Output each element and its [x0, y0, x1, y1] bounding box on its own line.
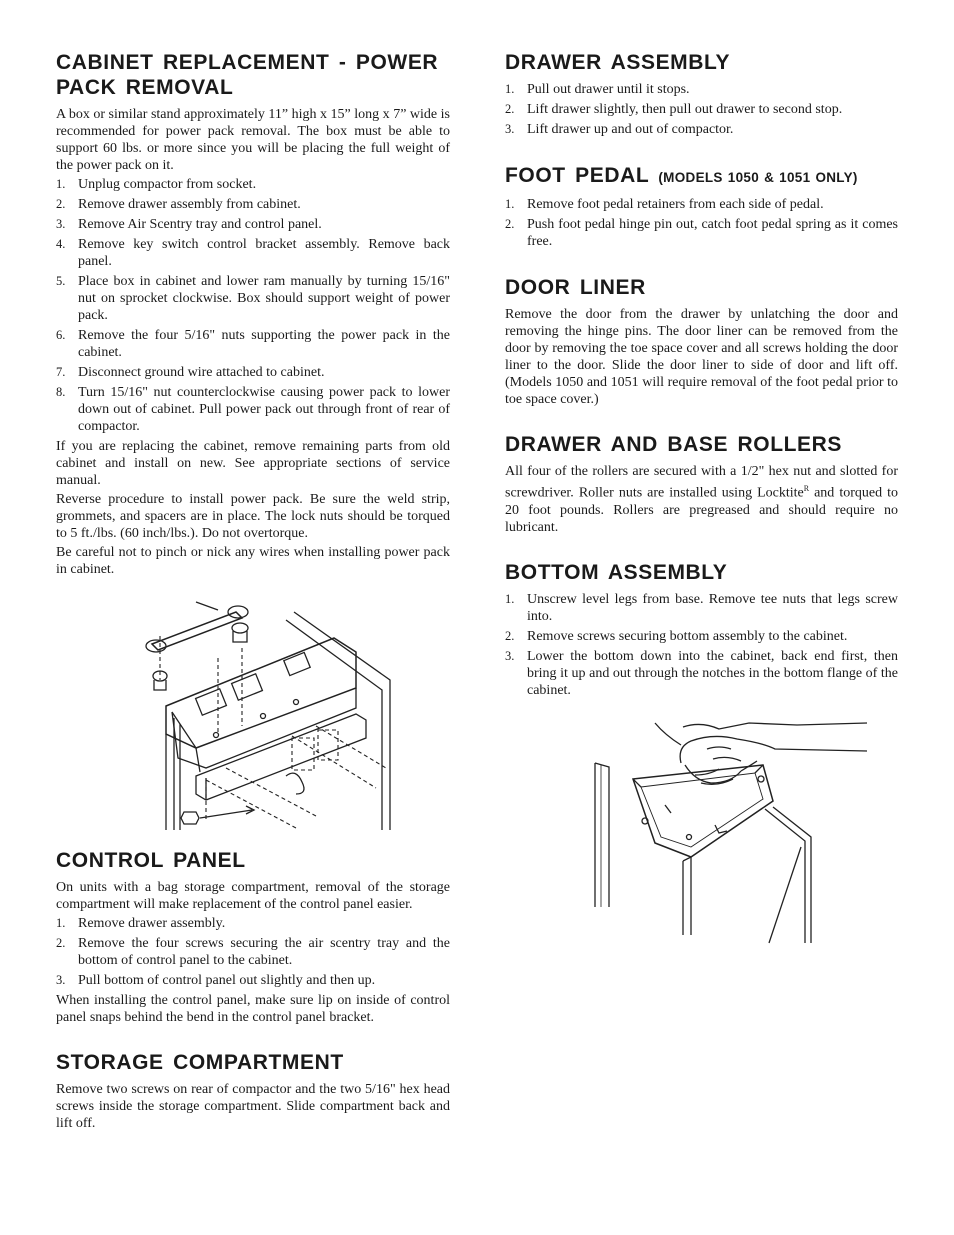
list-item: 7. Disconnect ground wire attached to cabinet. — [56, 365, 325, 380]
list-item: 5. Place box in cabinet and lower ram manually by turning 15/16" nut on sprocket clockwise. Box should support weight of power pack. — [56, 274, 450, 323]
paragraph: Remove two screws on rear of compactor and the two 5/16" hex head screws inside the storage compartment. Slide compartment back and lift off. — [56, 1082, 450, 1131]
list-item: 2. Remove drawer assembly from cabinet. — [56, 197, 301, 212]
step-list — [505, 591, 898, 699]
left-column — [56, 50, 450, 1134]
list-item: 3. Pull bottom of control panel out slightly and then up. — [56, 973, 376, 988]
list-item: 2. Remove screws securing bottom assembly to the cabinet. — [505, 628, 848, 644]
control-panel-section — [56, 848, 450, 1026]
paragraph: If you are replacing the cabinet, remove remaining parts from old cabinet and install on new. See appropriate sections of service manual. — [56, 439, 450, 488]
list-item: 1. Unplug compactor from socket. — [56, 177, 257, 192]
list-item: 2. Remove the four screws securing the air scentry tray and the bottom of control panel to the cabinet. — [56, 936, 450, 968]
right-column — [505, 50, 898, 946]
intro-paragraph: A box or similar stand approximately 11” high x 15” long x 7” wide is recommended for power pack removal. The box must be able to support 60 lbs. or more since you will be placing the full weight of the power pack on it. — [56, 107, 450, 173]
step-list — [56, 915, 450, 989]
foot-pedal-section — [505, 163, 898, 250]
power-pack-illustration — [56, 598, 450, 830]
paragraph: Be careful not to pinch or nick any wires when installing power pack in cabinet. — [56, 545, 450, 577]
step-list — [505, 81, 898, 138]
step-list — [56, 176, 450, 435]
paragraph: Remove the door from the drawer by unlatching the door and removing the hinge pins. The door liner can be removed from the door by removing the toe space cover and all screws holding the door liner to the door. Slide the door liner to side of door and lift off. (Models 1050 and 1051 will require removal of the foot pedal prior to toe space cover.) — [505, 307, 898, 407]
door-liner-section — [505, 275, 898, 408]
foot-pedal-title: FOOT PEDAL — [505, 164, 649, 187]
list-item: 1. Unscrew level legs from base. Remove tee nuts that legs screw into. — [505, 591, 898, 624]
paragraph: All four of the rollers are secured with a 1/2" hex nut and slotted for screwdriver. Roller nuts are installed using Locktite$^R$ and torqued to 20 foot pounds. Rollers are pregreased and should require no lubricant. — [505, 464, 898, 535]
list-item: 3. Lift drawer up and out of compactor. — [505, 122, 734, 137]
list-item: 1. Pull out drawer until it stops. — [505, 82, 690, 97]
list-item: 4. Remove key switch control bracket assembly. Remove back panel. — [56, 237, 450, 269]
list-item: 1. Remove drawer assembly. — [56, 916, 226, 931]
section-title: STORAGE COMPARTMENT — [56, 1051, 344, 1074]
list-item: 2. Push foot pedal hinge pin out, catch foot pedal spring as it comes free. — [505, 217, 898, 249]
storage-compartment-section — [56, 1050, 450, 1132]
bottom-assembly-illustration — [505, 721, 898, 946]
drawer-assembly-section — [505, 50, 898, 138]
section-title: BOTTOM ASSEMBLY — [505, 560, 728, 584]
section-title: DOOR LINER — [505, 276, 646, 299]
list-item: 3. Lower the bottom down into the cabinet, back end first, then bring it up and out through the notches in the bottom flange of the cabinet. — [505, 648, 898, 698]
list-item: 8. Turn 15/16" nut counterclockwise causing power pack to lower down out of cabinet. Pull power pack out through front of rear of compactor. — [56, 385, 450, 434]
list-item: 2. Lift drawer slightly, then pull out drawer to second stop. — [505, 102, 843, 117]
section-title: CONTROL PANEL — [56, 849, 246, 872]
rollers-section — [505, 432, 898, 536]
list-item: 3. Remove Air Scentry tray and control panel. — [56, 217, 322, 232]
cabinet-replacement-section — [56, 50, 450, 578]
foot-pedal-subtitle: (MODELS 1050 & 1051 ONLY) — [658, 170, 858, 185]
section-title — [505, 163, 898, 190]
bottom-assembly-section — [505, 560, 898, 699]
intro-paragraph: On units with a bag storage compartment, removal of the storage compartment will make replacement of the control panel easier. — [56, 880, 450, 912]
section-title: DRAWER AND BASE ROLLERS — [505, 433, 843, 456]
section-title: CABINET REPLACEMENT - POWER PACK REMOVAL — [56, 51, 439, 99]
paragraph: When installing the control panel, make sure lip on inside of control panel snaps behind the bend in the control panel bracket. — [56, 993, 450, 1025]
list-item: 6. Remove the four 5/16" nuts supporting the power pack in the cabinet. — [56, 328, 450, 360]
step-list — [505, 196, 898, 250]
paragraph: Reverse procedure to install power pack. Be sure the weld strip, grommets, and spacers are in place. The lock nuts should be torqued to 5 ft./lbs. (60 inch/lbs.). Do not overtorque. — [56, 492, 450, 541]
list-item: 1. Remove foot pedal retainers from each side of pedal. — [505, 197, 824, 212]
section-title: DRAWER ASSEMBLY — [505, 51, 731, 74]
